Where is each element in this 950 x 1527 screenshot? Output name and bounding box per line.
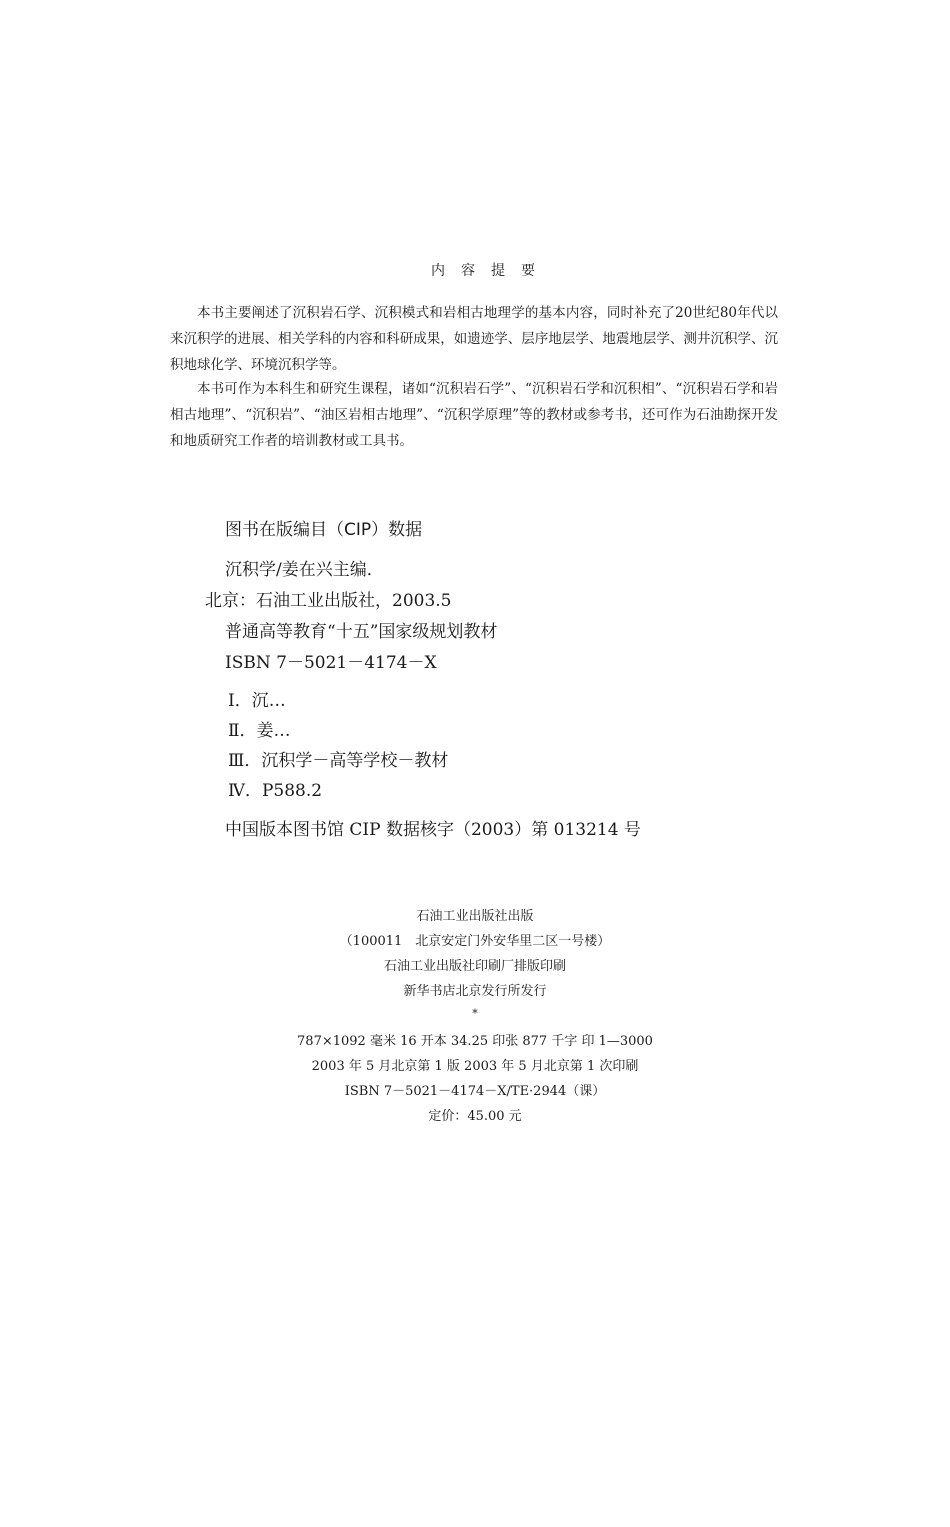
imprint-address: （100011 北京安定门外安华里二区一号楼） xyxy=(339,934,611,949)
summary-title: 内容提要 xyxy=(431,263,551,279)
imprint-printer: 石油工业出版社印刷厂排版印刷 xyxy=(383,959,566,974)
summary-paragraph-2: 本书可作为本科生和研究生课程，诸如“沉积岩石学”、“沉积岩石学和沉积相”、“沉积岩石学和岩相古地理”、“沉积岩”、“油区岩相古地理”、“沉积学原理”等的教材或参考书，还可作为石油勘探开发和地质研究工作者的培训教材或工具书。 xyxy=(170,381,778,449)
imprint-price: 定价：45.00 元 xyxy=(428,1109,522,1124)
summary-paragraph-1: 本书主要阐述了沉积岩石学、沉积模式和岩相古地理学的基本内容，同时补充了20世纪80年代以来沉积学的进展、相关学科的内容和科研成果，如遗迹学、层序地层学、地震地层学、测井沉积学、沉积地球化学、环境沉积学等。 xyxy=(170,305,778,373)
cip-heading: 图书在版编目（CIP）数据 xyxy=(225,520,423,540)
cip-class-3: Ⅲ．沉积学－高等学校－教材 xyxy=(228,751,449,771)
imprint-isbn: ISBN 7－5021－4174－X/TE·2944（课） xyxy=(344,1084,606,1099)
imprint-specs: 787×1092 毫米 16 开本 34.25 印张 877 千字 印 1—3000 xyxy=(297,1034,653,1049)
cip-series-line: 普通高等教育“十五”国家级规划教材 xyxy=(225,622,498,642)
cip-class-2: Ⅱ．姜… xyxy=(228,721,291,741)
cip-class-4: Ⅳ．P588.2 xyxy=(228,781,323,801)
cip-publisher-line: 北京：石油工业出版社，2003.5 xyxy=(205,591,452,611)
imprint-separator: * xyxy=(472,1007,478,1020)
cip-class-1: Ⅰ．沉… xyxy=(228,691,286,711)
cip-record-line: 中国版本图书馆 CIP 数据核字（2003）第 013214 号 xyxy=(225,820,641,840)
imprint-distributor: 新华书店北京发行所发行 xyxy=(403,984,547,999)
cip-title-line: 沉积学/姜在兴主编． xyxy=(225,560,384,580)
imprint-edition: 2003 年 5 月北京第 1 版 2003 年 5 月北京第 1 次印刷 xyxy=(311,1059,639,1074)
cip-isbn-line: ISBN 7－5021－4174－X xyxy=(225,653,437,673)
imprint-publisher: 石油工业出版社出版 xyxy=(416,909,534,924)
